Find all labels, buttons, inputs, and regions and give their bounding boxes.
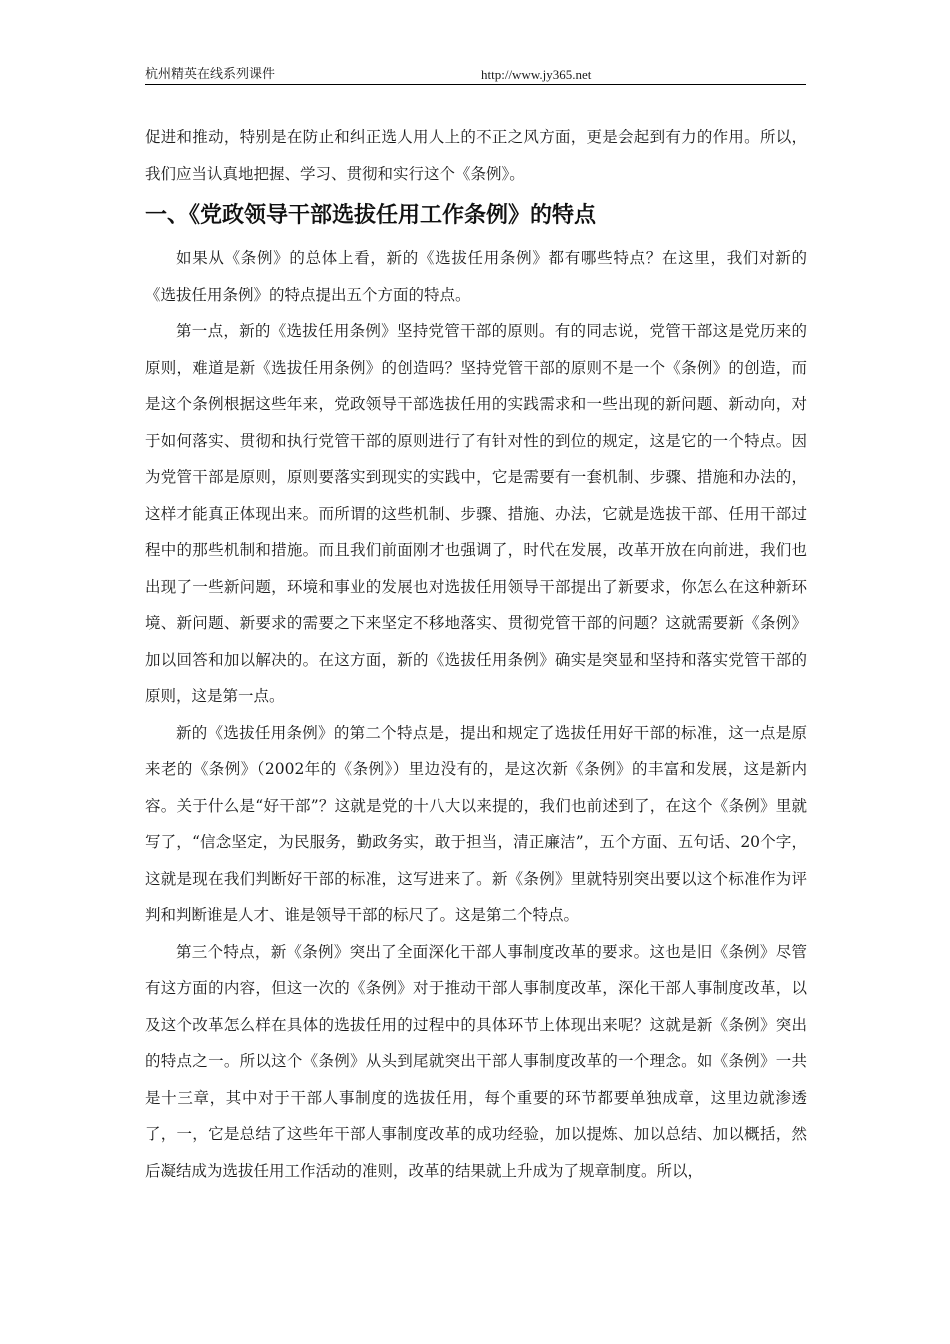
paragraph: 第一点，新的《选拔任用条例》坚持党管干部的原则。有的同志说，党管干部这是党历来的原则，难道是新《选拔任用条例》的创造吗？坚持党管干部的原则不是一个《条例》的创造，而是这个条例根据这些年来，党政领导干部选拔任用的实践需求和一些出现的新问题、新动向，对于如何落实、贯彻和执行党管干部的原则进行了有针对性的到位的规定，这是它的一个特点。因为党管干部是原则，原则要落实到现实的实践中，它是需要有一套机制、步骤、措施和办法的，这样才能真正体现出来。而所谓的这些机制、步骤、措施、办法，它就是选拔干部、任用干部过程中的那些机制和措施。而且我们前面刚才也强调了，时代在发展，改革开放在向前进，我们也出现了一些新问题，环境和事业的发展也对选拔任用领导干部提出了新要求，你怎么在这种新环境、新问题、新要求的需要之下来坚定不移地落实、贯彻党管干部的问题？这就需要新《条例》加以回答和加以解决的。在这方面，新的《选拔任用条例》确实是突显和坚持和落实党管干部的原则，这是第一点。 xyxy=(145,322,807,705)
page-header xyxy=(145,66,806,85)
document-body xyxy=(145,119,807,1189)
paragraph: 如果从《条例》的总体上看，新的《选拔任用条例》都有哪些特点？在这里，我们对新的《选拔任用条例》的特点提出五个方面的特点。 xyxy=(145,249,807,304)
header-url[interactable]: http://www.jy365.net xyxy=(481,67,592,82)
intro-continuation: 促进和推动，特别是在防止和纠正选人用人上的不正之风方面，更是会起到有力的作用。所以，我们应当认真地把握、学习、贯彻和实行这个《条例》。 xyxy=(145,128,807,183)
section-title: 一、《党政领导干部选拔任用工作条例》的特点 xyxy=(145,203,597,228)
paragraph: 第三个特点，新《条例》突出了全面深化干部人事制度改革的要求。这也是旧《条例》尽管有这方面的内容，但这一次的《条例》对于推动干部人事制度改革，深化干部人事制度改革，以及这个改革怎么样在具体的选拔任用的过程中的具体环节上体现出来呢？这就是新《条例》突出的特点之一。所以这个《条例》从头到尾就突出干部人事制度改革的一个理念。如《条例》一共是十三章，其中对于干部人事制度的选拔任用，每个重要的环节都要单独成章，这里边就渗透了，一，它是总结了这些年干部人事制度改革的成功经验，加以提炼、加以总结、加以概括，然后凝结成为选拔任用工作活动的准则，改革的结果就上升成为了规章制度。所以， xyxy=(145,942,807,1180)
header-left-text: 杭州精英在线系列课件 xyxy=(145,67,276,82)
paragraph: 新的《选拔任用条例》的第二个特点是，提出和规定了选拔任用好干部的标准，这一点是原来老的《条例》（2002年的《条例》）里边没有的，是这次新《条例》的丰富和发展，这是新内容。关于什么是“好干部”？这就是党的十八大以来提的，我们也前述到了，在这个《条例》里就写了，“信念坚定，为民服务，勤政务实，敢于担当，清正廉洁”，五个方面、五句话、20个字，这就是现在我们判断好干部的标准，这写进来了。新《条例》里就特别突出要以这个标准作为评判和判断谁是人才、谁是领导干部的标尺了。这是第二个特点。 xyxy=(145,723,807,924)
